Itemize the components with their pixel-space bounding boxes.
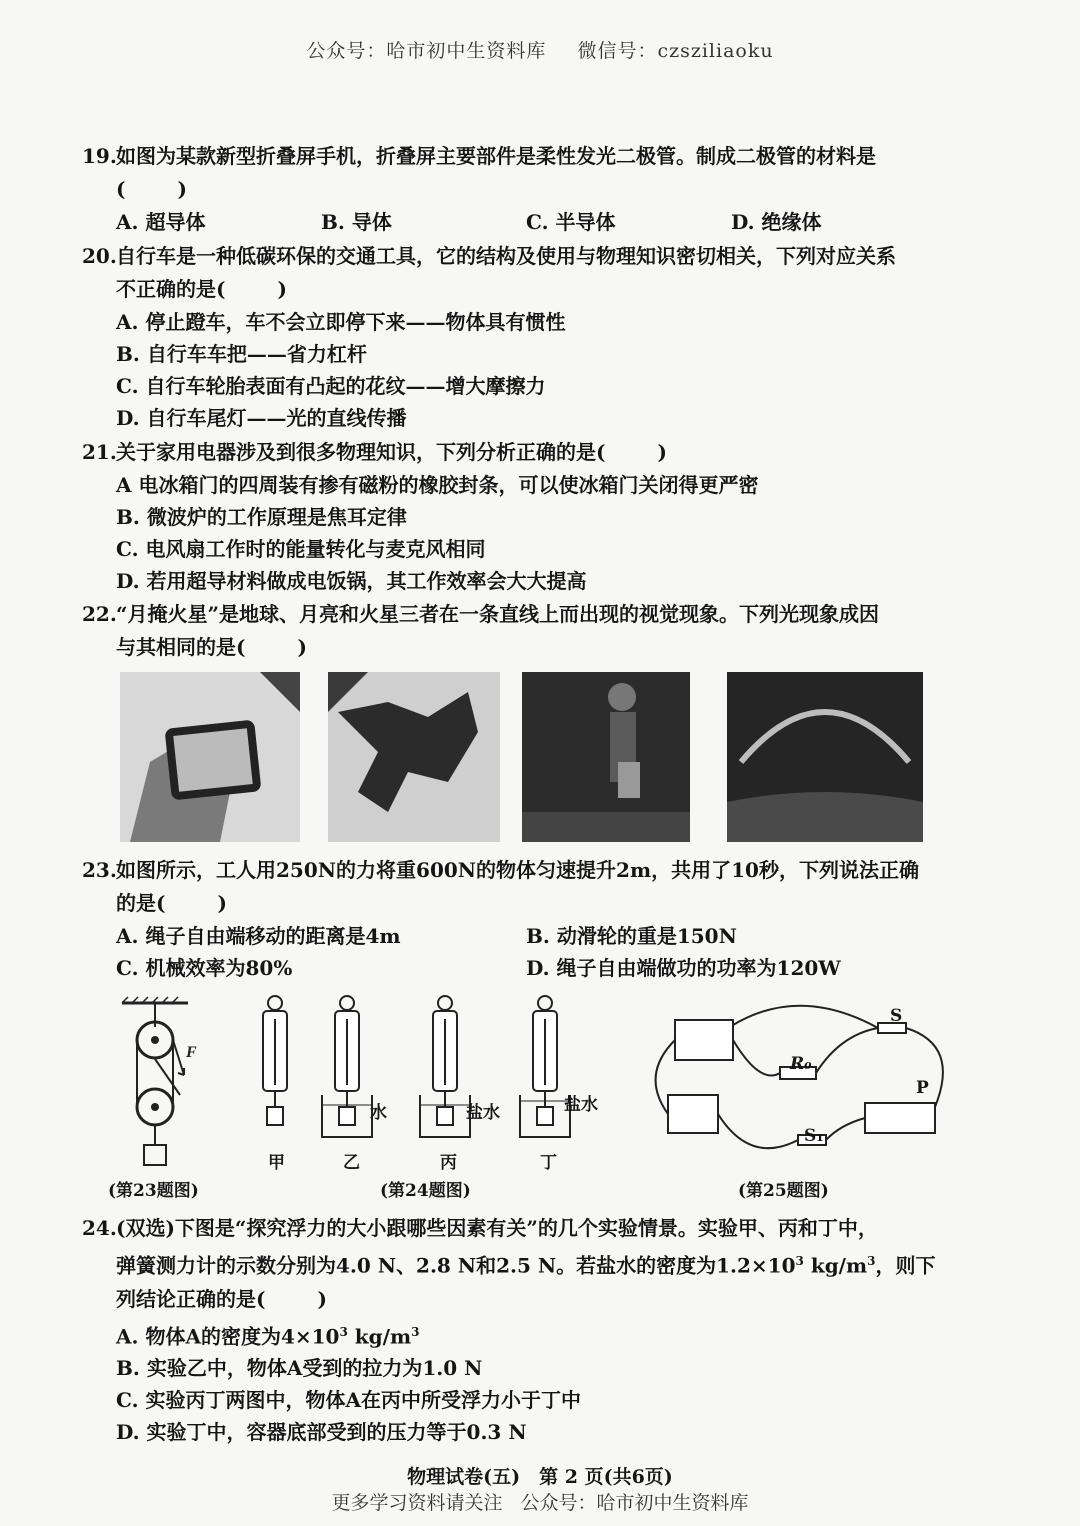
question-stem: (双选)下图是“探究浮力的大小跟哪些因素有关”的几个实验情景。实验甲、丙和丁中， (116, 1216, 878, 1240)
answer-blank: ( ) (116, 177, 187, 201)
footer-account: 公众号：哈市初中生资料库 (520, 1492, 749, 1514)
option-a: A. 超导体 (116, 210, 206, 234)
option-a: A. 绳子自由端移动的距离是4m (116, 924, 401, 948)
question-22 (82, 598, 972, 664)
option-a: A 电冰箱门的四周装有掺有磁粉的橡胶封条，可以使冰箱门关闭得更严密 (116, 473, 759, 497)
question-stem-cont: 与其相同的是( ) (116, 635, 307, 659)
hand-shadow-icon (328, 672, 500, 842)
option-d: D. 绳子自由端做功的功率为120W (526, 956, 841, 980)
option-b: B. 微波炉的工作原理是焦耳定律 (116, 505, 407, 529)
option-d: D. 若用超导材料做成电饭锅，其工作效率会大大提高 (116, 569, 587, 593)
header-wechat: 微信号：czsziliaoku (577, 40, 774, 62)
label-p: P (916, 1078, 929, 1098)
footer-more: 更多学习资料请关注 (331, 1492, 503, 1514)
spring-scale-icon (263, 996, 570, 1137)
question-20 (82, 240, 972, 434)
option-c: C. 半导体 (526, 210, 616, 234)
label-ding: 丁 (540, 1153, 557, 1173)
question-stem: “月掩火星”是地球、月亮和火星三者在一条直线上而出现的视觉现象。下列光现象成因 (116, 602, 880, 626)
option-b: B. 导体 (321, 210, 392, 234)
pulley-icon (122, 997, 197, 1165)
question-stem-cont: 弹簧测力计的示数分别为4.0 N、2.8 N和2.5 N。若盐水的密度为$1.2\times 10^3$ $kg/m^3$，则下 (116, 1253, 936, 1278)
option-c: C. 电风扇工作时的能量转化与麦克风相同 (116, 537, 486, 561)
option-d: D. 实验丁中，容器底部受到的压力等于0.3 N (116, 1420, 527, 1445)
svg-text:F: F (186, 1044, 197, 1061)
label-s1: S₁ (804, 1126, 824, 1146)
question-number: 19. (82, 144, 117, 168)
rainbow-icon (727, 672, 923, 842)
label-r0: R₀ (790, 1054, 812, 1074)
question-stem-cont: 的是( ) (116, 891, 227, 915)
question-23 (82, 854, 972, 984)
caption-fig24: (第24题图) (380, 1181, 471, 1201)
page-footer: 物理试卷(五) 第 2 页(共6页) (407, 1466, 673, 1488)
options-row (82, 206, 972, 238)
watermark-header (0, 36, 1080, 63)
question-stem: 如图所示，工人用250N的力将重600N的物体匀速提升2m，共用了10秒，下列说法正确 (116, 858, 919, 882)
option-b: B. 自行车车把——省力杠杆 (116, 342, 367, 366)
header-account: 公众号：哈市初中生资料库 (306, 40, 547, 62)
figures-row (100, 995, 980, 1170)
option-c: C. 实验丙丁两图中，物体A在丙中所受浮力小于丁中 (116, 1388, 582, 1413)
label-yi: 乙 (343, 1153, 360, 1173)
question-number: 24. (82, 1216, 117, 1240)
option-c: C. 自行车轮胎表面有凸起的花纹——增大摩擦力 (116, 374, 546, 398)
circuit-icon (656, 1006, 943, 1149)
question-stem-cont: 列结论正确的是( ) (116, 1286, 327, 1311)
label-jia: 甲 (268, 1153, 285, 1173)
question-21: 21.关于家用电器涉及到很多物理知识，下列分析正确的是( ) A 电冰箱门的四周装有掺有磁粉的橡胶封条，可以使冰箱门关闭得更严密 B. 微波炉的工作原理是焦耳定律 C. 电风扇工作时的能量转化与麦克风相同 D. 若用超导材料做成电饭锅，其工作效率会大大提高 (82, 436, 972, 597)
option-a: A. 停止蹬车，车不会立即停下来——物体具有惯性 (116, 310, 566, 334)
photo-lantern-person (522, 672, 690, 842)
question-stem: 关于家用电器涉及到很多物理知识，下列分析正确的是 (116, 440, 596, 464)
question-number: 22. (82, 602, 117, 626)
caption-fig25: (第25题图) (738, 1181, 829, 1201)
question-number: 21. (82, 440, 117, 464)
question-stem: 自行车是一种低碳环保的交通工具，它的结构及使用与物理知识密切相关，下列对应关系 (116, 244, 896, 268)
option-b: B. 实验乙中，物体A受到的拉力为1.0 N (116, 1356, 483, 1381)
question-stem: 如图为某款新型折叠屏手机，折叠屏主要部件是柔性发光二极管。制成二极管的材料是 (116, 144, 876, 168)
question-19 (82, 140, 972, 238)
question-stem-cont: 不正确的是( ) (116, 277, 287, 301)
photo-hand-shadow (328, 672, 500, 842)
option-a: A. 物体A的密度为$4\times 10^3$ $kg/m^3$ (116, 1324, 420, 1349)
phone-image-icon (120, 672, 300, 842)
label-saltwater-bing: 盐水 (466, 1103, 500, 1123)
photo-rainbow (727, 672, 923, 842)
option-d: D. 自行车尾灯——光的直线传播 (116, 406, 407, 430)
question-number: 23. (82, 858, 117, 882)
photo-phone-screen (120, 672, 300, 842)
options-row (82, 952, 972, 984)
option-c: C. 机械效率为80% (116, 956, 293, 980)
question-number: 20. (82, 244, 117, 268)
person-lantern-icon (522, 672, 690, 842)
options-row (82, 920, 972, 952)
label-bing: 丙 (440, 1153, 457, 1173)
watermark-footer (0, 1488, 1080, 1515)
option-b: B. 动滑轮的重是150N (526, 924, 737, 948)
question-24 (82, 1212, 972, 1448)
label-water: 水 (370, 1103, 387, 1123)
label-saltwater-ding: 盐水 (564, 1095, 598, 1115)
caption-fig23: (第23题图) (108, 1181, 199, 1201)
label-s: S (890, 1006, 903, 1026)
option-d: D. 绝缘体 (731, 210, 822, 234)
